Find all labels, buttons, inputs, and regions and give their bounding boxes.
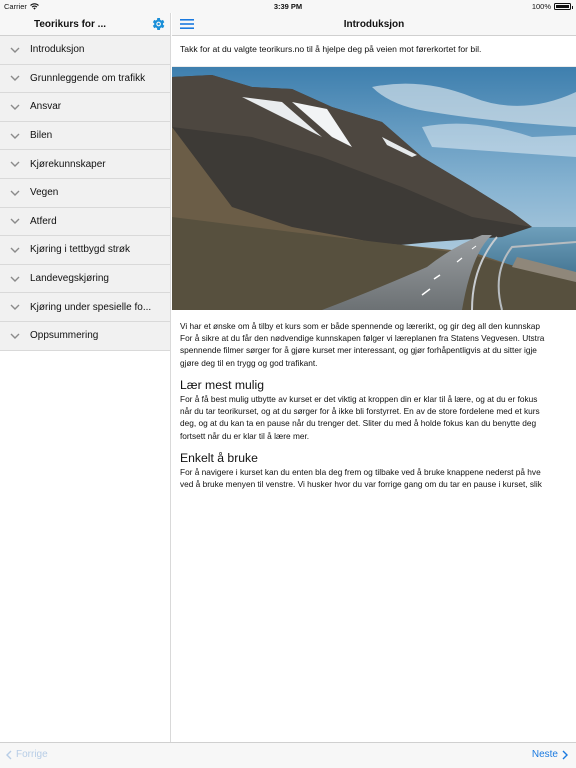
carrier-label: Carrier <box>4 2 27 11</box>
article-body <box>172 310 576 490</box>
section-title-enkelt-a-bruke: Enkelt å bruke <box>180 450 258 465</box>
sidebar-item-landevegskjoring[interactable] <box>0 265 170 294</box>
chevron-down-icon <box>0 190 30 196</box>
status-bar <box>0 0 576 13</box>
paragraph-line: når du tar teorikurset, og at du sørger for å ikke bli forstyrret. En av de store fordelene med et kurs <box>180 406 540 417</box>
status-time: 3:39 PM <box>273 2 303 11</box>
hamburger-menu-icon[interactable] <box>180 18 194 30</box>
chevron-down-icon <box>0 333 30 339</box>
sidebar-item-introduksjon[interactable] <box>0 36 170 65</box>
sidebar-list <box>0 36 170 351</box>
chevron-down-icon <box>0 161 30 167</box>
sidebar-item-vegen[interactable] <box>0 179 170 208</box>
sidebar-item-label: Vegen <box>30 187 59 199</box>
sidebar-item-label: Bilen <box>30 130 53 142</box>
sidebar-title: Teorikurs for ... <box>33 18 107 30</box>
sidebar-item-ansvar[interactable] <box>0 93 170 122</box>
main-panel <box>172 13 576 742</box>
main-header <box>172 13 576 36</box>
sidebar-item-bilen[interactable] <box>0 122 170 151</box>
paragraph-line: For å få best mulig utbytte av kurset er det viktig at kroppen din er klar til å lære, og at du er fokus <box>180 394 538 405</box>
hero-image-road-mountain <box>172 67 576 310</box>
sidebar-item-label: Ansvar <box>30 101 62 113</box>
previous-button[interactable] <box>6 749 48 760</box>
intro-text: Takk for at du valgte teorikurs.no til å hjelpe deg på veien mot førerkortet for bil. <box>172 36 576 67</box>
page-title: Introduksjon <box>343 18 405 30</box>
sidebar-item-tettbygd[interactable] <box>0 236 170 265</box>
sidebar-item-grunnleggende[interactable] <box>0 65 170 94</box>
sidebar-item-label: Oppsummering <box>30 330 99 342</box>
battery-icon <box>554 3 571 10</box>
paragraph-line: deg, og at du kan ta en pause når du trenger det. Sliter du med å holde fokus kan du benytte deg <box>180 418 537 429</box>
sidebar-item-label: Landevegskjøring <box>30 273 109 285</box>
paragraph-line: Vi har et ønske om å tilby et kurs som er både spennende og lærerikt, og gir deg all den kunnskap <box>180 321 541 331</box>
chevron-right-icon <box>562 750 568 760</box>
content-area[interactable] <box>172 36 576 490</box>
paragraph-line: ved å bruke menyen til venstre. Vi husker hvor du var forrige gang om du tar en pause i kurset, slik <box>180 479 542 490</box>
chevron-down-icon <box>0 218 30 224</box>
chevron-down-icon <box>0 133 30 139</box>
sidebar-item-kjorekunnskaper[interactable] <box>0 150 170 179</box>
sidebar-item-spesielle-forhold[interactable] <box>0 293 170 322</box>
sidebar-item-label: Kjøring i tettbygd strøk <box>30 244 131 256</box>
sidebar-item-label: Introduksjon <box>30 44 85 56</box>
paragraph-line: gjøre deg til en trygg og god trafikant. <box>180 357 318 368</box>
sidebar-item-label: Kjøring under spesielle fo... <box>30 301 152 313</box>
chevron-down-icon <box>0 304 30 310</box>
paragraph-line: For å sikre at du får den nødvendige kunnskapen følger vi læreplanen fra Statens Vegvesen. Utstra <box>180 333 545 344</box>
bottom-toolbar <box>0 742 576 768</box>
paragraph-line: fortsett når du er klar til å lære mer. <box>180 430 310 441</box>
paragraph-line: For å navigere i kurset kan du enten bla deg frem og tilbake ved å bruke knappene nederst på hve <box>180 467 541 478</box>
chevron-down-icon <box>0 47 30 53</box>
settings-gear-icon[interactable] <box>150 16 166 32</box>
chevron-down-icon <box>0 247 30 253</box>
chevron-down-icon <box>0 75 30 81</box>
next-button[interactable] <box>532 749 568 760</box>
chevron-down-icon <box>0 276 30 282</box>
section-title-laer-mest-mulig: Lær mest mulig <box>180 377 264 392</box>
sidebar-item-atferd[interactable] <box>0 208 170 237</box>
sidebar-item-oppsummering[interactable] <box>0 322 170 351</box>
sidebar-item-label: Kjørekunnskaper <box>30 158 106 170</box>
sidebar <box>0 13 171 742</box>
paragraph-line: spennende filmer sørger for å gjøre kurset mer interessant, og gjør forhåpentligvis at du sitter igje <box>180 345 537 356</box>
sidebar-item-label: Grunnleggende om trafikk <box>30 72 146 84</box>
next-button-label: Neste <box>531 749 558 760</box>
sidebar-header <box>0 13 170 36</box>
chevron-down-icon <box>0 104 30 110</box>
sidebar-item-label: Atferd <box>30 215 57 227</box>
battery-percent: 100% <box>531 2 551 11</box>
chevron-left-icon <box>6 750 12 760</box>
previous-button-label: Forrige <box>16 749 48 760</box>
